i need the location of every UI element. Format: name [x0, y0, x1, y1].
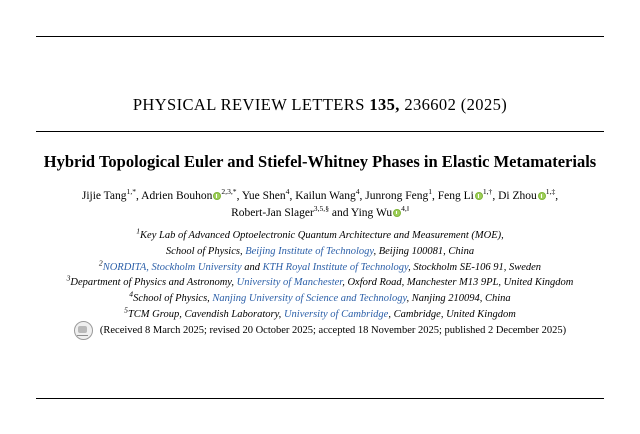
affiliation-text: , Stockholm SE-106 91, Sweden	[408, 261, 542, 273]
affiliation-line	[18, 275, 622, 291]
author-affiliation-marker: 1,*	[126, 187, 137, 197]
affiliation-text: , Nanjing 210094, China	[406, 293, 511, 304]
orcid-icon[interactable]	[393, 209, 401, 217]
author-affiliation-marker: 1	[428, 187, 432, 197]
author-name: Yue Shen	[241, 190, 286, 202]
publication-dates	[0, 321, 640, 340]
affiliation-link[interactable]: KTH Royal Institute of Technology	[262, 261, 409, 273]
orcid-icon[interactable]	[538, 192, 546, 200]
author-affiliation-marker: 4	[355, 187, 360, 197]
received-text: (Received 8 March 2025; revised 20 October 2025; accepted 18 November 2025; published 2 December 2025)	[99, 325, 567, 336]
top-divider	[36, 36, 604, 37]
page-title: Hybrid Topological Euler and Stiefel-Whitney Phases in Elastic Metamaterials	[43, 152, 597, 171]
author-name: Robert-Jan Slager	[231, 206, 314, 219]
journal-name: PHYSICAL REVIEW LETTERS	[132, 95, 365, 114]
author-affiliation-marker: 4,‖	[401, 203, 409, 213]
orcid-icon[interactable]	[213, 192, 221, 200]
affiliation-link[interactable]: University of Manchester	[236, 277, 343, 289]
affiliation-marker: 2	[98, 258, 103, 267]
author-name: Kailun Wang	[295, 190, 356, 202]
author-line-1: Jijie Tang$^{1,*}$, Adrien Bouhon $^{2,3,*}$, Yue Shen$^4$, Kailun Wang$^4$, Junrong Feng$^1$, Feng Li $^{1,\dagger}$, Di Zhou $^{1,\ddagger}$,	[81, 187, 559, 202]
journal-volume: 135,	[369, 95, 400, 114]
author-name: Feng Li	[437, 190, 474, 202]
crossmark-icon[interactable]	[74, 321, 93, 340]
bottom-divider	[36, 398, 604, 399]
affiliation-text: and	[241, 261, 263, 273]
affiliation-text: Key Lab of Advanced Optoelectronic Quantum Architecture and Measurement (MOE),	[140, 230, 504, 241]
affiliation-list	[18, 228, 622, 323]
affiliation-link[interactable]: Beijing Institute of Technology	[245, 245, 374, 257]
journal-reference	[0, 95, 640, 115]
author-affiliation-marker: 1,†	[482, 187, 493, 197]
author-name: Di Zhou	[498, 190, 537, 202]
author-affiliation-marker: 4	[285, 187, 290, 197]
affiliation-text: School of Physics,	[165, 245, 246, 257]
author-list	[30, 188, 610, 221]
affiliation-line	[18, 260, 622, 276]
affiliation-line	[18, 291, 622, 307]
affiliation-link[interactable]: Nanjing University of Science and Technology	[212, 293, 407, 304]
header-divider	[36, 131, 604, 132]
author-name: Jijie Tang	[81, 190, 127, 202]
affiliation-text: TCM Group, Cavendish Laboratory,	[127, 308, 284, 320]
journal-article-number: 236602 (2025)	[404, 95, 508, 114]
author-name: and Ying Wu	[331, 206, 393, 219]
affiliation-text: , Beijing 100081, China	[373, 245, 475, 257]
affiliation-line	[18, 228, 622, 244]
affiliation-marker: 4	[129, 289, 134, 299]
affiliation-marker: 1	[136, 226, 141, 236]
affiliation-marker: 3	[66, 273, 71, 283]
affiliation-marker: 5	[124, 305, 128, 315]
affiliation-link[interactable]: University of Cambridge	[283, 308, 389, 320]
author-affiliation-marker: 2,3,*	[221, 187, 237, 197]
author-affiliation-marker: 1,‡	[545, 187, 556, 197]
affiliation-text: Department of Physics and Astronomy,	[70, 277, 237, 289]
author-affiliation-marker: 3,5,§	[313, 203, 329, 213]
author-name: Junrong Feng	[365, 190, 429, 202]
author-name: Adrien Bouhon	[141, 190, 213, 202]
affiliation-text: , Cambridge, United Kingdom	[388, 308, 516, 320]
affiliation-link[interactable]: NORDITA, Stockholm University	[102, 261, 242, 273]
author-line-2	[30, 205, 610, 222]
affiliation-text: School of Physics,	[133, 293, 213, 304]
affiliation-text: , Oxford Road, Manchester M13 9PL, United Kingdom	[342, 277, 574, 289]
affiliation-line	[18, 244, 622, 260]
orcid-icon[interactable]	[475, 192, 483, 200]
